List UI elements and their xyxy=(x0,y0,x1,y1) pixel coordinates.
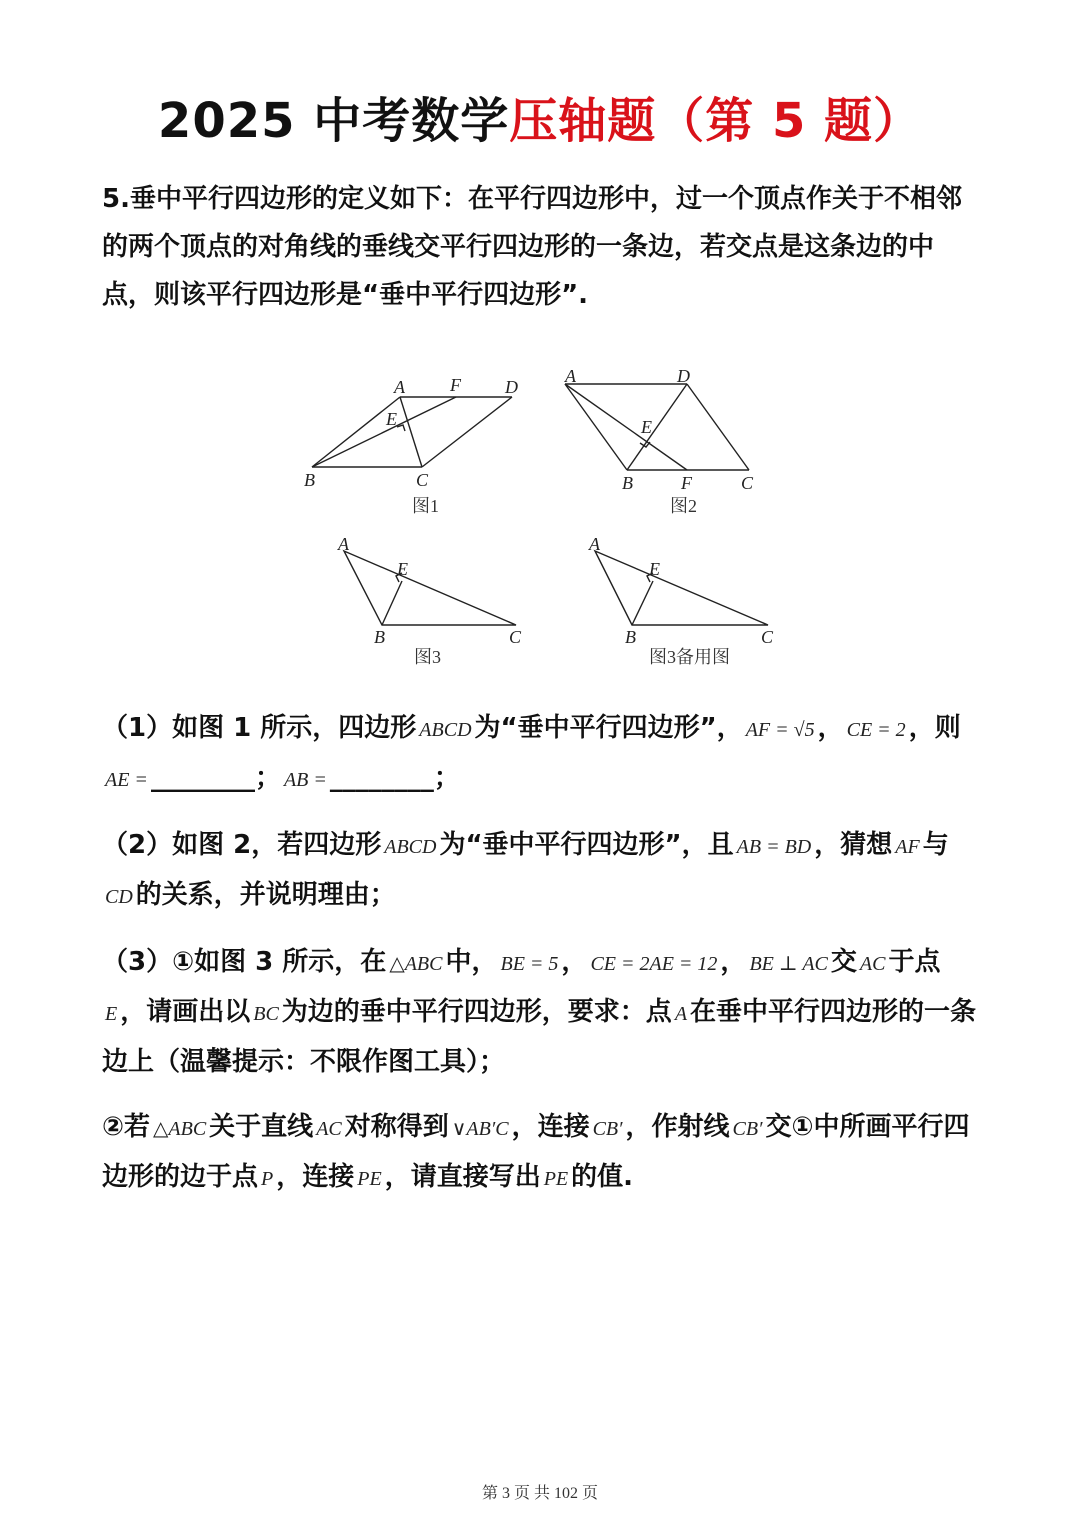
math-q3-bc: BC xyxy=(253,1003,279,1025)
fig4-label-c: C xyxy=(761,627,774,647)
math-q2-abcd: ABCD xyxy=(384,836,437,858)
math-q1-ce: CE = 2 xyxy=(846,719,906,741)
fig3-caption: 图3 xyxy=(414,647,441,667)
math-q3-e: E xyxy=(105,1003,118,1025)
fig3-label-a: A xyxy=(338,534,349,554)
title-main: 2025 中考数学 xyxy=(157,93,510,149)
fig4-label-e: E xyxy=(649,559,660,579)
math-q1-ae: AE = xyxy=(105,769,148,791)
math-q3b-triangle: △ABC xyxy=(153,1118,207,1140)
answer-blank-ab[interactable]: ________ xyxy=(329,763,434,793)
fig1-caption: 图1 xyxy=(412,496,439,516)
math-q1-ab: AB = xyxy=(283,769,327,791)
math-q3b-pe1: PE xyxy=(357,1168,382,1190)
fig4-label-a: A xyxy=(589,534,600,554)
fig4-caption: 图3备用图 xyxy=(649,647,730,667)
math-q3-a: A xyxy=(674,1003,688,1025)
math-q1-af: AF = √5 xyxy=(745,719,815,741)
page-footer: 第 3 页 共 102 页 xyxy=(481,1485,598,1502)
figure-3-diagram xyxy=(344,551,516,625)
figure-1-diagram xyxy=(312,397,512,467)
fig2-label-d: D xyxy=(677,366,690,386)
question-2: （2）如图 2，若四边形 ABCD 为“垂中平行四边形”，且 AB = BD ，猜想 AF 与CD 的关系，并说明理由； xyxy=(102,830,949,910)
math-q3b-ac: AC xyxy=(316,1118,342,1140)
math-q3-perp: BE ⊥ AC xyxy=(749,953,828,975)
math-q2-ab-bd: AB = BD xyxy=(736,836,812,858)
fig1-label-a: A xyxy=(394,377,405,397)
fig2-label-c: C xyxy=(741,473,754,493)
fig1-label-e: E xyxy=(386,409,397,429)
geometry-figures xyxy=(290,355,800,675)
math-q2-af: AF xyxy=(895,836,920,858)
fig2-label-a: A xyxy=(565,366,576,386)
math-q3b-reflected: ∨AB′C xyxy=(451,1118,509,1140)
page-title xyxy=(0,82,1080,151)
math-q2-cd: CD xyxy=(105,886,133,908)
figure-3-spare-diagram xyxy=(595,551,768,625)
math-q3-be: BE = 5 xyxy=(500,953,559,975)
answer-blank-ae[interactable]: ________ xyxy=(150,763,255,793)
fig2-label-f: F xyxy=(681,473,692,493)
fig1-label-d: D xyxy=(505,377,518,397)
fig1-label-f: F xyxy=(450,375,461,395)
question-3-part-1: （3）①如图 3 所示，在 △ABC 中， BE = 5 ， CE = 2AE = 12 ， BE ⊥ AC 交 AC 于点E ，请画出以 BC 为边的垂中平行四边形，要求：点 A 在垂中平行四边形的一条边上（温馨提示：不限作图工具）； xyxy=(102,947,977,1077)
fig2-label-e: E xyxy=(641,417,652,437)
math-q3-ac: AC xyxy=(859,953,886,975)
problem-intro: 5.垂中平行四边形的定义如下：在平行四边形中，过一个顶点作关于不相邻的两个顶点的对角线的垂线交平行四边形的一条边，若交点是这条边的中点，则该平行四边形是“垂中平行四边形”. xyxy=(102,184,962,310)
math-q1-abcd: ABCD xyxy=(419,719,472,741)
fig1-label-c: C xyxy=(416,470,429,490)
fig3-label-b: B xyxy=(374,627,385,647)
question-1: （1）如图 1 所示，四边形 ABCD 为“垂中平行四边形”， AF = √5 ， CE = 2 ，则AE = ________； AB = ________； xyxy=(102,713,961,793)
fig3-label-e: E xyxy=(397,559,408,579)
math-q3-triangle: △ABC xyxy=(389,953,443,975)
fig3-label-c: C xyxy=(509,627,522,647)
figure-2-diagram xyxy=(565,384,749,470)
fig4-label-b: B xyxy=(625,627,636,647)
math-q3b-p: P xyxy=(261,1168,274,1190)
fig1-label-b: B xyxy=(304,470,315,490)
math-q3-ce: CE = 2AE = 12 xyxy=(590,953,718,975)
question-3-part-2: ②若 △ABC 关于直线 AC 对称得到 ∨AB′C ，连接 CB′ ，作射线 CB′ 交①中所画平行四边形的边于点 P ，连接 PE ，请直接写出 PE 的值. xyxy=(102,1112,970,1192)
title-highlight: 压轴题（第 5 题） xyxy=(509,93,923,149)
fig2-label-b: B xyxy=(622,473,633,493)
math-q3b-pe2: PE xyxy=(543,1168,569,1190)
math-q3b-cb2: CB′ xyxy=(732,1118,763,1140)
math-q3b-cb1: CB′ xyxy=(592,1118,623,1140)
fig2-caption: 图2 xyxy=(670,496,697,516)
